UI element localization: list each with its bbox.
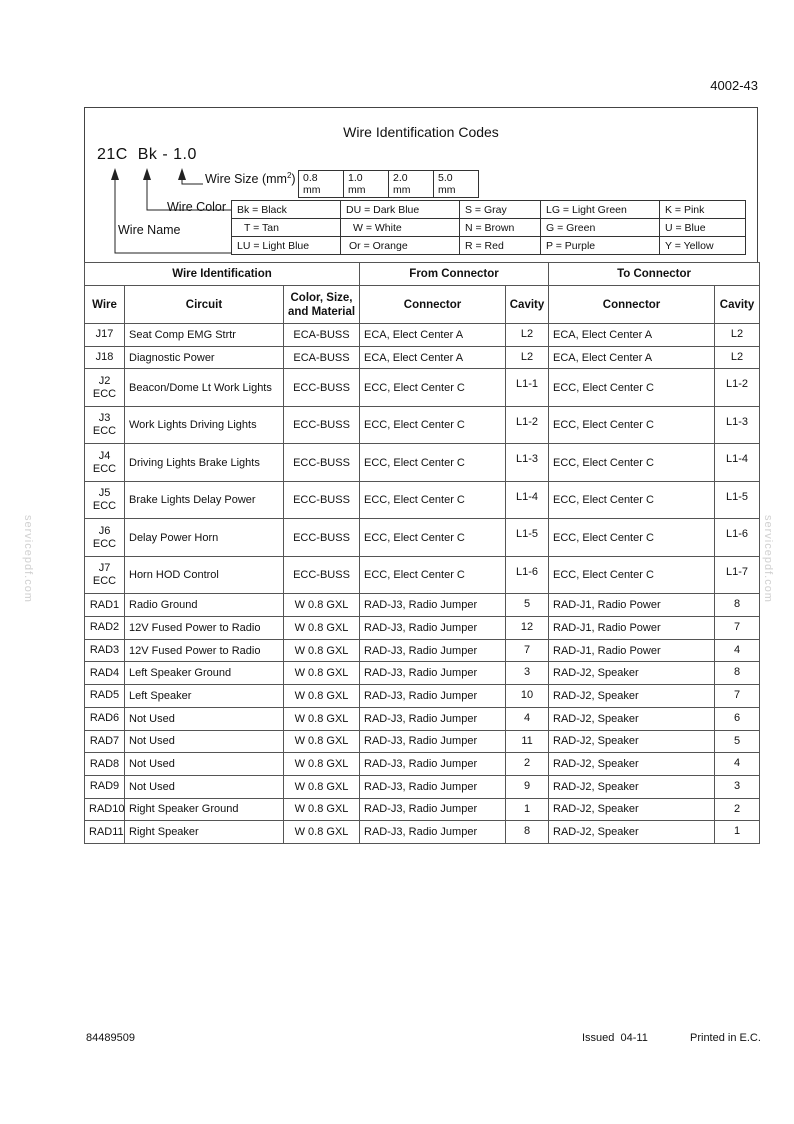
- wire-id-cell: [85, 406, 125, 444]
- to-connector-cell: RAD-J2, Speaker: [549, 775, 715, 798]
- column-header: Cavity: [506, 286, 549, 324]
- from-cavity-cell: L1-5: [506, 519, 549, 557]
- to-cavity-cell: 8: [715, 662, 760, 685]
- table-row: [85, 707, 760, 730]
- wire-id-cell: RAD8: [85, 753, 125, 776]
- color-code: S = Gray: [460, 201, 541, 219]
- from-connector-cell: RAD-J3, Radio Jumper: [360, 798, 506, 821]
- wire-id-cell: [85, 481, 125, 519]
- to-connector-cell: RAD-J2, Speaker: [549, 753, 715, 776]
- from-cavity-cell: 7: [506, 639, 549, 662]
- from-cavity-cell: 9: [506, 775, 549, 798]
- from-cavity-cell: L1-3: [506, 444, 549, 482]
- table-row: [85, 519, 760, 557]
- circuit-cell: Beacon/Dome Lt Work Lights: [125, 369, 284, 407]
- to-cavity-cell: 7: [715, 685, 760, 708]
- group-header: From Connector: [360, 263, 549, 286]
- table-row: [85, 617, 760, 640]
- color-size-cell: W 0.8 GXL: [284, 775, 360, 798]
- from-connector-cell: RAD-J3, Radio Jumper: [360, 662, 506, 685]
- to-cavity-cell: 8: [715, 594, 760, 617]
- to-connector-cell: RAD-J2, Speaker: [549, 662, 715, 685]
- circuit-cell: Horn HOD Control: [125, 556, 284, 594]
- from-connector-cell: RAD-J3, Radio Jumper: [360, 594, 506, 617]
- printed-in: Printed in E.C.: [690, 1032, 761, 1044]
- color-code: P = Purple: [541, 237, 660, 255]
- color-size-cell: W 0.8 GXL: [284, 639, 360, 662]
- column-header: Circuit: [125, 286, 284, 324]
- from-cavity-cell: L1-6: [506, 556, 549, 594]
- wire-id-cell: RAD9: [85, 775, 125, 798]
- color-code: W = White: [341, 219, 460, 237]
- wire-id-cell: RAD2: [85, 617, 125, 640]
- from-connector-cell: RAD-J3, Radio Jumper: [360, 775, 506, 798]
- circuit-cell: Right Speaker: [125, 821, 284, 844]
- color-size-cell: ECC-BUSS: [284, 481, 360, 519]
- from-cavity-cell: L1-4: [506, 481, 549, 519]
- arrow-icon: [178, 168, 186, 180]
- circuit-cell: Not Used: [125, 753, 284, 776]
- table-row: [85, 775, 760, 798]
- size-option: 1.0 mm: [344, 171, 389, 197]
- from-connector-cell: ECC, Elect Center C: [360, 519, 506, 557]
- watermark: servicepdf.com: [22, 515, 34, 603]
- color-code: LG = Light Green: [541, 201, 660, 219]
- from-connector-cell: ECA, Elect Center A: [360, 324, 506, 347]
- wire-id-cell: J17: [85, 324, 125, 347]
- from-cavity-cell: 3: [506, 662, 549, 685]
- wire-id: J2: [98, 374, 111, 387]
- wire-id-cell: [85, 444, 125, 482]
- color-code: LU = Light Blue: [232, 237, 341, 255]
- wire-size-label: Wire Size $(mm^2)$: [205, 171, 296, 187]
- color-code: DU = Dark Blue: [341, 201, 460, 219]
- to-cavity-cell: L1-4: [715, 444, 760, 482]
- to-connector-cell: RAD-J1, Radio Power: [549, 617, 715, 640]
- wire-color-label: Wire Color: [167, 200, 227, 214]
- watermark: servicepdf.com: [762, 515, 774, 603]
- arrow-icon: [111, 168, 119, 180]
- table-row: [85, 821, 760, 844]
- to-connector-cell: RAD-J1, Radio Power: [549, 639, 715, 662]
- column-header: Wire: [85, 286, 125, 324]
- to-cavity-cell: 7: [715, 617, 760, 640]
- to-connector-cell: RAD-J2, Speaker: [549, 730, 715, 753]
- color-row: [232, 237, 746, 255]
- circuit-cell: Not Used: [125, 707, 284, 730]
- to-connector-cell: ECC, Elect Center C: [549, 481, 715, 519]
- wire-id-cell: [85, 519, 125, 557]
- wire-id: J7: [98, 562, 111, 575]
- wire-id-cell: RAD11: [85, 821, 125, 844]
- wire-id-cell: RAD3: [85, 639, 125, 662]
- to-cavity-cell: 5: [715, 730, 760, 753]
- circuit-cell: Driving Lights Brake Lights: [125, 444, 284, 482]
- from-connector-cell: RAD-J3, Radio Jumper: [360, 639, 506, 662]
- color-code: K = Pink: [660, 201, 746, 219]
- color-size-cell: W 0.8 GXL: [284, 798, 360, 821]
- legend-title: Wire Identification Codes: [343, 124, 499, 140]
- table-row: [85, 662, 760, 685]
- from-connector-cell: RAD-J3, Radio Jumper: [360, 685, 506, 708]
- color-size-cell: W 0.8 GXL: [284, 753, 360, 776]
- from-connector-cell: RAD-J3, Radio Jumper: [360, 730, 506, 753]
- table-row: [85, 594, 760, 617]
- wire-id: J3: [98, 412, 111, 425]
- wire-id: J6: [98, 524, 111, 537]
- arrow-icon: [143, 168, 151, 180]
- color-size-cell: W 0.8 GXL: [284, 707, 360, 730]
- to-cavity-cell: 4: [715, 639, 760, 662]
- table-row: [85, 324, 760, 347]
- from-connector-cell: ECC, Elect Center C: [360, 481, 506, 519]
- table-row: [85, 639, 760, 662]
- table-row: [85, 798, 760, 821]
- from-connector-cell: ECC, Elect Center C: [360, 556, 506, 594]
- wire-table: [84, 262, 760, 844]
- wire-id-suffix: ECC: [92, 425, 117, 438]
- from-cavity-cell: 11: [506, 730, 549, 753]
- color-code: Or = Orange: [341, 237, 460, 255]
- wire-id-cell: RAD4: [85, 662, 125, 685]
- from-cavity-cell: L2: [506, 346, 549, 369]
- from-connector-cell: RAD-J3, Radio Jumper: [360, 617, 506, 640]
- to-cavity-cell: L1-5: [715, 481, 760, 519]
- color-code: N = Brown: [460, 219, 541, 237]
- to-connector-cell: RAD-J2, Speaker: [549, 685, 715, 708]
- to-connector-cell: ECC, Elect Center C: [549, 556, 715, 594]
- from-cavity-cell: L2: [506, 324, 549, 347]
- color-code: G = Green: [541, 219, 660, 237]
- wire-id-suffix: ECC: [92, 537, 117, 550]
- wire-id-suffix: ECC: [92, 387, 117, 400]
- wire-size-options: [298, 170, 479, 198]
- group-header: Wire Identification: [85, 263, 360, 286]
- wire-id-cell: RAD6: [85, 707, 125, 730]
- column-header: Connector: [549, 286, 715, 324]
- color-size-cell: W 0.8 GXL: [284, 730, 360, 753]
- column-header: Color, Size, and Material: [284, 286, 360, 324]
- color-code: R = Red: [460, 237, 541, 255]
- to-cavity-cell: L1-3: [715, 406, 760, 444]
- circuit-cell: Diagnostic Power: [125, 346, 284, 369]
- column-header: Connector: [360, 286, 506, 324]
- from-connector-cell: RAD-J3, Radio Jumper: [360, 753, 506, 776]
- part-number: 84489509: [86, 1032, 135, 1044]
- color-code: Bk = Black: [232, 201, 341, 219]
- wire-id-suffix: ECC: [92, 575, 117, 588]
- to-cavity-cell: L1-6: [715, 519, 760, 557]
- table-row: [85, 444, 760, 482]
- to-cavity-cell: 6: [715, 707, 760, 730]
- circuit-cell: Not Used: [125, 775, 284, 798]
- color-size-cell: W 0.8 GXL: [284, 821, 360, 844]
- color-size-cell: ECC-BUSS: [284, 519, 360, 557]
- wire-table-body: [85, 324, 760, 844]
- from-connector-cell: RAD-J3, Radio Jumper: [360, 821, 506, 844]
- wire-id-suffix: ECC: [92, 500, 117, 513]
- from-cavity-cell: 4: [506, 707, 549, 730]
- from-cavity-cell: L1-1: [506, 369, 549, 407]
- color-code-table: [231, 200, 746, 255]
- color-size-cell: ECA-BUSS: [284, 346, 360, 369]
- from-connector-cell: ECC, Elect Center C: [360, 369, 506, 407]
- circuit-cell: Delay Power Horn: [125, 519, 284, 557]
- to-connector-cell: ECC, Elect Center C: [549, 519, 715, 557]
- table-row: [85, 685, 760, 708]
- circuit-cell: Not Used: [125, 730, 284, 753]
- circuit-cell: 12V Fused Power to Radio: [125, 617, 284, 640]
- size-option: 5.0 mm: [438, 172, 456, 196]
- column-header: Cavity: [715, 286, 760, 324]
- to-connector-cell: RAD-J2, Speaker: [549, 707, 715, 730]
- from-cavity-cell: 8: [506, 821, 549, 844]
- from-cavity-cell: 12: [506, 617, 549, 640]
- from-connector-cell: ECC, Elect Center C: [360, 444, 506, 482]
- page-number: 4002-43: [710, 78, 758, 93]
- to-connector-cell: ECC, Elect Center C: [549, 369, 715, 407]
- wire-name-label: Wire Name: [118, 223, 181, 237]
- to-cavity-cell: 1: [715, 821, 760, 844]
- size-option: 0.8 mm: [299, 171, 344, 197]
- circuit-cell: 12V Fused Power to Radio: [125, 639, 284, 662]
- color-code: U = Blue: [660, 219, 746, 237]
- table-row: [85, 369, 760, 407]
- circuit-cell: Seat Comp EMG Strtr: [125, 324, 284, 347]
- color-size-cell: W 0.8 GXL: [284, 662, 360, 685]
- color-row: [232, 219, 746, 237]
- from-cavity-cell: 2: [506, 753, 549, 776]
- circuit-cell: Brake Lights Delay Power: [125, 481, 284, 519]
- color-size-cell: ECC-BUSS: [284, 369, 360, 407]
- to-cavity-cell: 4: [715, 753, 760, 776]
- from-cavity-cell: 1: [506, 798, 549, 821]
- color-code: T = Tan: [232, 219, 341, 237]
- to-connector-cell: ECC, Elect Center C: [549, 406, 715, 444]
- to-connector-cell: RAD-J2, Speaker: [549, 798, 715, 821]
- to-cavity-cell: 2: [715, 798, 760, 821]
- wire-code-legend: [84, 107, 758, 262]
- color-size-cell: ECA-BUSS: [284, 324, 360, 347]
- table-row: [85, 346, 760, 369]
- to-connector-cell: ECC, Elect Center C: [549, 444, 715, 482]
- to-connector-cell: RAD-J1, Radio Power: [549, 594, 715, 617]
- from-connector-cell: ECA, Elect Center A: [360, 346, 506, 369]
- circuit-cell: Right Speaker Ground: [125, 798, 284, 821]
- wire-id-cell: [85, 369, 125, 407]
- color-size-cell: W 0.8 GXL: [284, 685, 360, 708]
- wire-id-suffix: ECC: [92, 462, 117, 475]
- from-connector-cell: ECC, Elect Center C: [360, 406, 506, 444]
- circuit-cell: Work Lights Driving Lights: [125, 406, 284, 444]
- to-cavity-cell: L2: [715, 346, 760, 369]
- issued-date: Issued 04-11: [582, 1032, 648, 1044]
- wire-id: J4: [98, 449, 111, 462]
- table-row: [85, 730, 760, 753]
- wire-code-example: 21C Bk - 1.0: [97, 146, 197, 163]
- color-size-cell: W 0.8 GXL: [284, 594, 360, 617]
- from-connector-cell: RAD-J3, Radio Jumper: [360, 707, 506, 730]
- table-row: [85, 753, 760, 776]
- to-connector-cell: RAD-J2, Speaker: [549, 821, 715, 844]
- to-cavity-cell: 3: [715, 775, 760, 798]
- table-row: [85, 481, 760, 519]
- color-row: [232, 201, 746, 219]
- color-size-cell: ECC-BUSS: [284, 556, 360, 594]
- to-connector-cell: ECA, Elect Center A: [549, 324, 715, 347]
- to-cavity-cell: L1-2: [715, 369, 760, 407]
- circuit-cell: Radio Ground: [125, 594, 284, 617]
- to-cavity-cell: L2: [715, 324, 760, 347]
- circuit-cell: Left Speaker: [125, 685, 284, 708]
- color-code: Y = Yellow: [660, 237, 746, 255]
- from-cavity-cell: 10: [506, 685, 549, 708]
- wire-id-cell: J18: [85, 346, 125, 369]
- wire-id-cell: RAD10: [85, 798, 125, 821]
- from-cavity-cell: 5: [506, 594, 549, 617]
- wire-id-cell: [85, 556, 125, 594]
- table-row: [85, 406, 760, 444]
- circuit-cell: Left Speaker Ground: [125, 662, 284, 685]
- table-row: [85, 556, 760, 594]
- from-cavity-cell: L1-2: [506, 406, 549, 444]
- wire-id-cell: RAD1: [85, 594, 125, 617]
- color-size-cell: ECC-BUSS: [284, 444, 360, 482]
- wire-id-cell: RAD5: [85, 685, 125, 708]
- color-size-cell: W 0.8 GXL: [284, 617, 360, 640]
- color-size-cell: ECC-BUSS: [284, 406, 360, 444]
- to-connector-cell: ECA, Elect Center A: [549, 346, 715, 369]
- group-header: To Connector: [549, 263, 760, 286]
- wire-id: J5: [98, 487, 111, 500]
- to-cavity-cell: L1-7: [715, 556, 760, 594]
- wire-id-cell: RAD7: [85, 730, 125, 753]
- size-option: 2.0 mm: [389, 171, 434, 197]
